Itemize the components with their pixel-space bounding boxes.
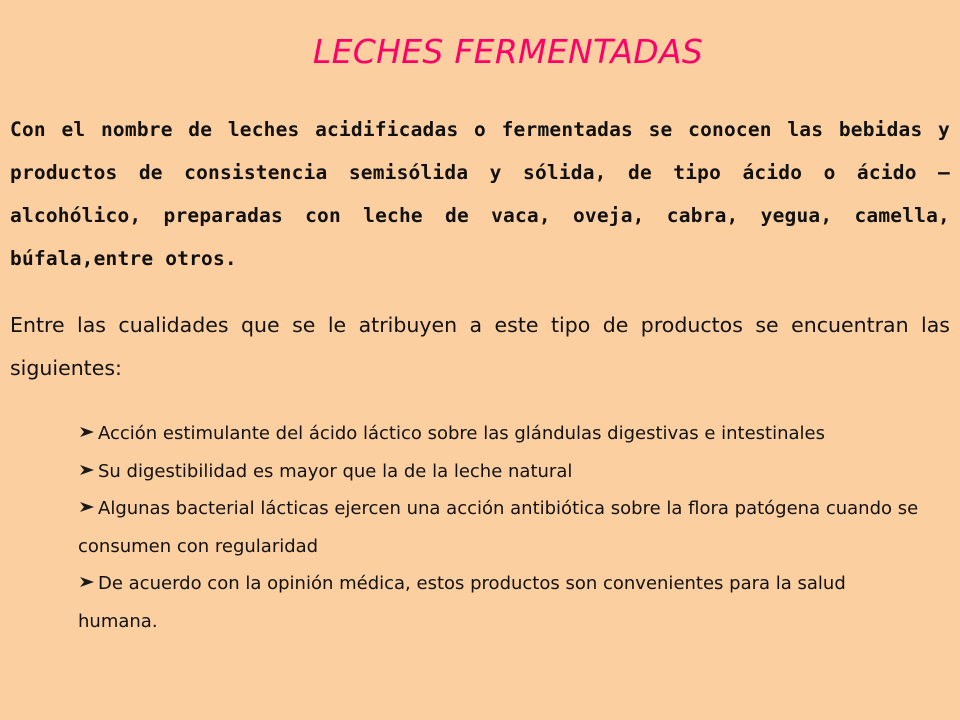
list-item: [78, 415, 928, 453]
list-item: [78, 490, 928, 565]
list-item: [78, 453, 928, 491]
list-item-text: Su digestibilidad es mayor que la de la leche natural: [98, 460, 573, 482]
list-item-text: Algunas bacterial lácticas ejercen una acción antibiótica sobre la flora patógena cuando se consumen con regularidad: [78, 498, 919, 557]
arrow-bullet-icon: [78, 426, 96, 438]
arrow-bullet-icon: [78, 464, 96, 476]
qualities-list: [78, 415, 928, 640]
arrow-bullet-icon: [78, 576, 96, 588]
arrow-bullet-icon: [78, 501, 96, 513]
list-item-text: Acción estimulante del ácido láctico sobre las glándulas digestivas e intestinales: [98, 423, 825, 444]
list-item-text: De acuerdo con la opinión médica, estos productos son convenientes para la salud humana.: [78, 573, 846, 632]
qualities-intro-paragraph: Entre las cualidades que se le atribuyen a este tipo de productos se encuentran las siguientes:: [10, 313, 950, 380]
list-item: [78, 565, 928, 640]
definition-paragraph: Con el nombre de leches acidificadas o fermentadas se conocen las bebidas y productos de consistencia semisólida y sólida, de tipo ácido o ácido – alcohólico, preparadas con leche de vaca, oveja, cabra, yegua, camella, búfala,entre otros.: [10, 118, 950, 270]
slide-title: LECHES FERMENTADAS: [312, 32, 704, 71]
